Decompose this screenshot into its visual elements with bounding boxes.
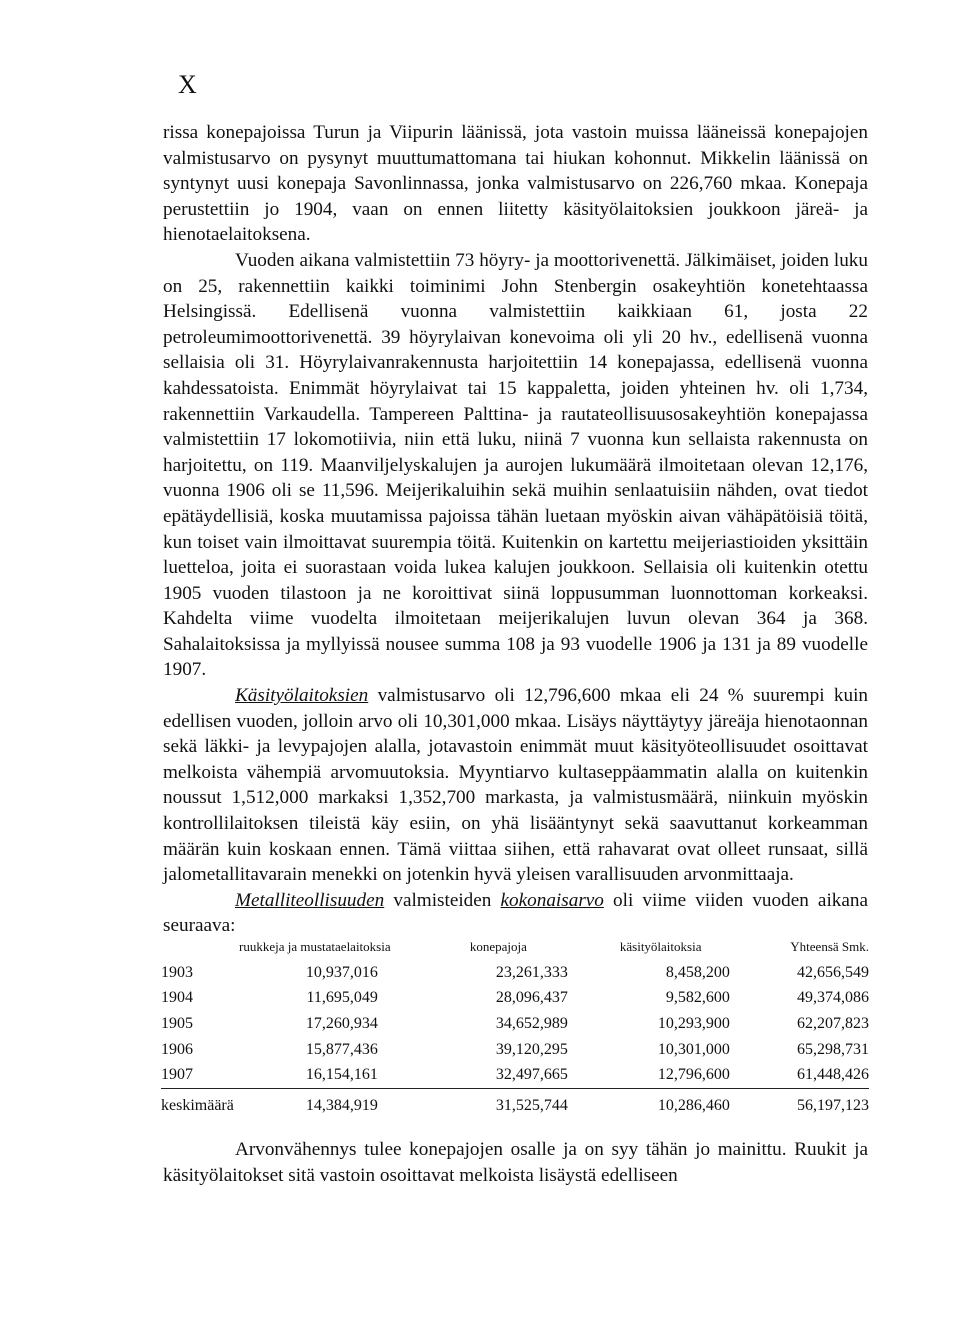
cell-konepajoja: 39,120,295 (495, 1040, 568, 1058)
header-konepajoja: konepajoja (469, 939, 527, 954)
average-label: keskimäärä (161, 1096, 234, 1114)
cell-konepajoja: 28,096,437 (495, 989, 568, 1007)
table-row (161, 1037, 869, 1063)
cell-konepajoja: 34,652,989 (495, 1014, 568, 1032)
table-header-row (161, 937, 869, 960)
header-kasityolaitoksia: käsityölaitoksia (619, 939, 702, 954)
table-row (161, 986, 869, 1012)
cell-kasityolaitoksia: 12,796,600 (620, 1062, 770, 1088)
page-number: X (178, 70, 198, 99)
header-yhteensa: Yhteensä Smk. (790, 939, 869, 954)
body-text (163, 120, 868, 939)
average-ruukkeja: 14,384,919 (305, 1096, 378, 1114)
cell-kasityolaitoksia: 8,458,200 (665, 963, 730, 981)
cell-konepajoja: 23,261,333 (495, 963, 568, 981)
header-ruukkeja: ruukkeja ja mustataelaitoksia (239, 939, 391, 954)
average-konepajoja: 31,525,744 (495, 1096, 568, 1114)
cell-yhteensa: 62,207,823 (797, 1014, 869, 1032)
table-row (161, 1011, 869, 1037)
closing-text (163, 1137, 868, 1188)
closing-paragraph: Arvonvähennys tulee konepajojen osalle ja on syy tähän jo mainittu. Ruukit ja käsityölaitokset sitä vastoin osoittavat melkoista lisäystä edelliseen (163, 1139, 868, 1186)
average-kasityolaitoksia: 10,286,460 (657, 1096, 730, 1114)
cell-kasityolaitoksia: 10,301,000 (657, 1040, 730, 1058)
cell-ruukkeja: 11,695,049 (306, 989, 378, 1007)
table-average-row (161, 1088, 869, 1118)
cell-ruukkeja: 15,877,436 (305, 1040, 378, 1058)
emphasis-kasityolaitoksien: Käsityölaitoksien (235, 685, 369, 707)
paragraph-3 (163, 683, 868, 888)
cell-kasityolaitoksia: 10,293,900 (657, 1014, 730, 1032)
paragraph-4-text: oli viime viiden vuoden aikana seuraava: (163, 889, 868, 937)
paragraph-1: rissa konepajoissa Turun ja Viipurin läänissä, jota vastoin muissa lääneissä konepajojen valmistusarvo on pysynyt muuttumattomana tai hiukan kohonnut. Mikkelin läänissä on syntynyt uusi konepaja Savonlinnassa, jonka valmistusarvo on 226,760 mkaa. Konepaja perustettiin jo 1904, vaan on ennen liitetty käsityölaitoksien joukkoon järeä- ja hienotaelaitoksena. (163, 122, 868, 246)
table-row (161, 1062, 869, 1088)
paragraph-3-text: valmistusarvo oli 12,796,600 mkaa eli 24 % suurempi kuin edellisen vuoden, jolloin arvo oli 10,301,000 mkaa. Lisäys näyttäytyy järeäja hienotaonnan sekä läkki- ja levypajojen alalla, jotavastoin enimmät muut käsityöteollisuudet osoittavat melkoista vähempiä arvomuutoksia. Myyntiarvo kultaseppäammatin alalla on kuitenkin noussut 1,512,000 markaksi 1,352,700 markasta, ja valmistusmäärä, niinkuin myöskin kontrollilaitoksen tileistä käy esiin, on yhä lisääntynyt sekä saavuttanut korkeamman määrän kuin koskaan ennen. Tämä viittaa siihen, että rahavarat ovat olleet runsaat, sillä jalometallitavarain menekki on jotenkin hyvä yleisen varallisuuden arvonmittaaja. (163, 685, 868, 886)
row-year: 1907 (161, 1062, 239, 1088)
row-year: 1905 (161, 1014, 193, 1032)
cell-yhteensa: 61,448,426 (770, 1062, 869, 1088)
emphasis-kokonaisarvo: kokonaisarvo (500, 889, 604, 911)
cell-yhteensa: 49,374,086 (797, 989, 869, 1007)
cell-ruukkeja: 17,260,934 (305, 1014, 378, 1032)
cell-ruukkeja: 10,937,016 (305, 963, 378, 981)
cell-yhteensa: 65,298,731 (797, 1040, 869, 1058)
cell-kasityolaitoksia: 9,582,600 (665, 989, 730, 1007)
table-row (161, 960, 869, 986)
row-year: 1904 (161, 989, 193, 1007)
row-year: 1906 (161, 1040, 193, 1058)
production-value-table (161, 937, 869, 1119)
cell-yhteensa: 42,656,549 (797, 963, 869, 981)
emphasis-metalliteollisuuden: Metalliteollisuuden (235, 889, 385, 911)
paragraph-4-mid: valmisteiden (384, 889, 501, 911)
row-year: 1903 (161, 963, 193, 981)
paragraph-4 (163, 888, 868, 939)
cell-konepajoja: 32,497,665 (428, 1062, 620, 1088)
cell-ruukkeja: 16,154,161 (239, 1062, 428, 1088)
paragraph-2: Vuoden aikana valmistettiin 73 höyry- ja moottorivenettä. Jälkimäiset, joiden luku on 25, rakennettiin kaikki toiminimi John Stenbergin osakeyhtiön konetehtaassa Helsingissä. Edellisenä vuonna valmistettiin kaikkiaan 61, josta 22 petroleumimoottorivenettä. 39 höyrylaivan konevoima oli yli 20 hv., edellisenä vuonna sellaisia oli 31. Höyrylaivanrakennusta harjoitettiin 14 konepajassa, edellisenä vuonna kahdessatoista. Enimmät höyrylaivat tai 15 kappaletta, joiden yhteinen hv. oli 1,734, rakennettiin Varkaudella. Tampereen Palttina- ja rautateollisuusosakeyhtiön konepajassa valmistettiin 17 lokomotiivia, niin että luku, niinä 7 vuonna kun sellaista rakennusta on harjoitettu, on 119. Maanviljelyskalujen ja aurojen lukumäärä ilmoitetaan olevan 12,176, vuonna 1906 oli se 11,596. Meijerikaluihin sekä muihin senlaatuisiin nähden, ovat tiedot epätäydellisiä, koska muutamissa pajoissa tähän luetaan myöskin aivan vähäpätöisiä töitä, kun toiset vain ilmoittavat suurempia töitä. Kuitenkin on kartettu meijeriastioiden yksittäin luetteloa, joita ei suorastaan voida lukea kalujen joukkoon. Sellaisia oli kuitenkin otettu 1905 vuoden tilastoon ja ne koroittivat siinä loppusumman luonnottoman korkeaksi. Kahdelta viime vuodelta ilmoitetaan meijerikalujen luvun olevan 364 ja 368. Sahalaitoksissa ja myllyissä nousee summa 108 ja 93 vuodelle 1906 ja 131 ja 89 vuodelle 1907. (163, 249, 868, 681)
average-yhteensa: 56,197,123 (797, 1096, 869, 1114)
